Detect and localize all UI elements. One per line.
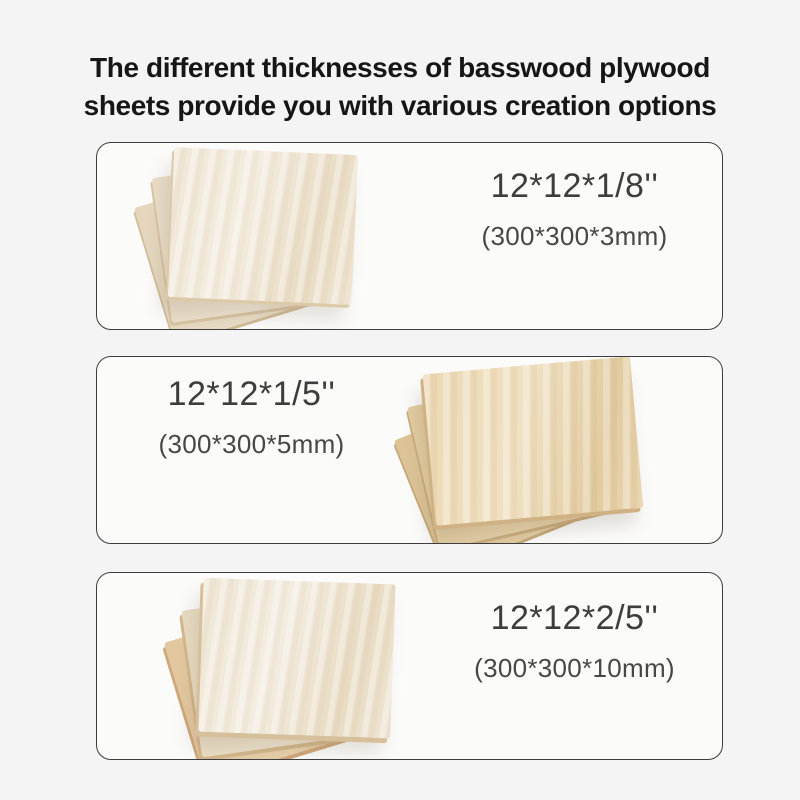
card-labels: [109, 375, 394, 460]
size-label: 12*12*2/5'': [490, 599, 659, 637]
plywood-stack-photo-2-5: [183, 579, 388, 754]
card-labels: [442, 599, 707, 684]
page-title: [0, 49, 800, 125]
plywood-sheet-top: [423, 356, 643, 526]
page-title-line2: sheets provide you with various creation options: [83, 89, 717, 121]
card-labels: [442, 167, 707, 252]
metric-label: (300*300*10mm): [474, 653, 675, 683]
metric-label: (300*300*3mm): [481, 221, 668, 251]
plywood-sheet-top: [198, 578, 395, 739]
metric-label: (300*300*5mm): [158, 429, 345, 459]
product-card-2-5-inch: [96, 572, 723, 760]
product-card-1-5-inch: [96, 356, 723, 544]
product-card-1-8-inch: [96, 142, 723, 330]
plywood-stack-photo-1-5: [419, 365, 639, 535]
plywood-stack-photo-1-8: [155, 149, 355, 321]
size-label: 12*12*1/8'': [490, 167, 659, 205]
size-label: 12*12*1/5'': [167, 375, 336, 413]
page-title-line1: The different thicknesses of basswood plywood: [90, 51, 710, 83]
plywood-sheet-top: [168, 147, 358, 305]
